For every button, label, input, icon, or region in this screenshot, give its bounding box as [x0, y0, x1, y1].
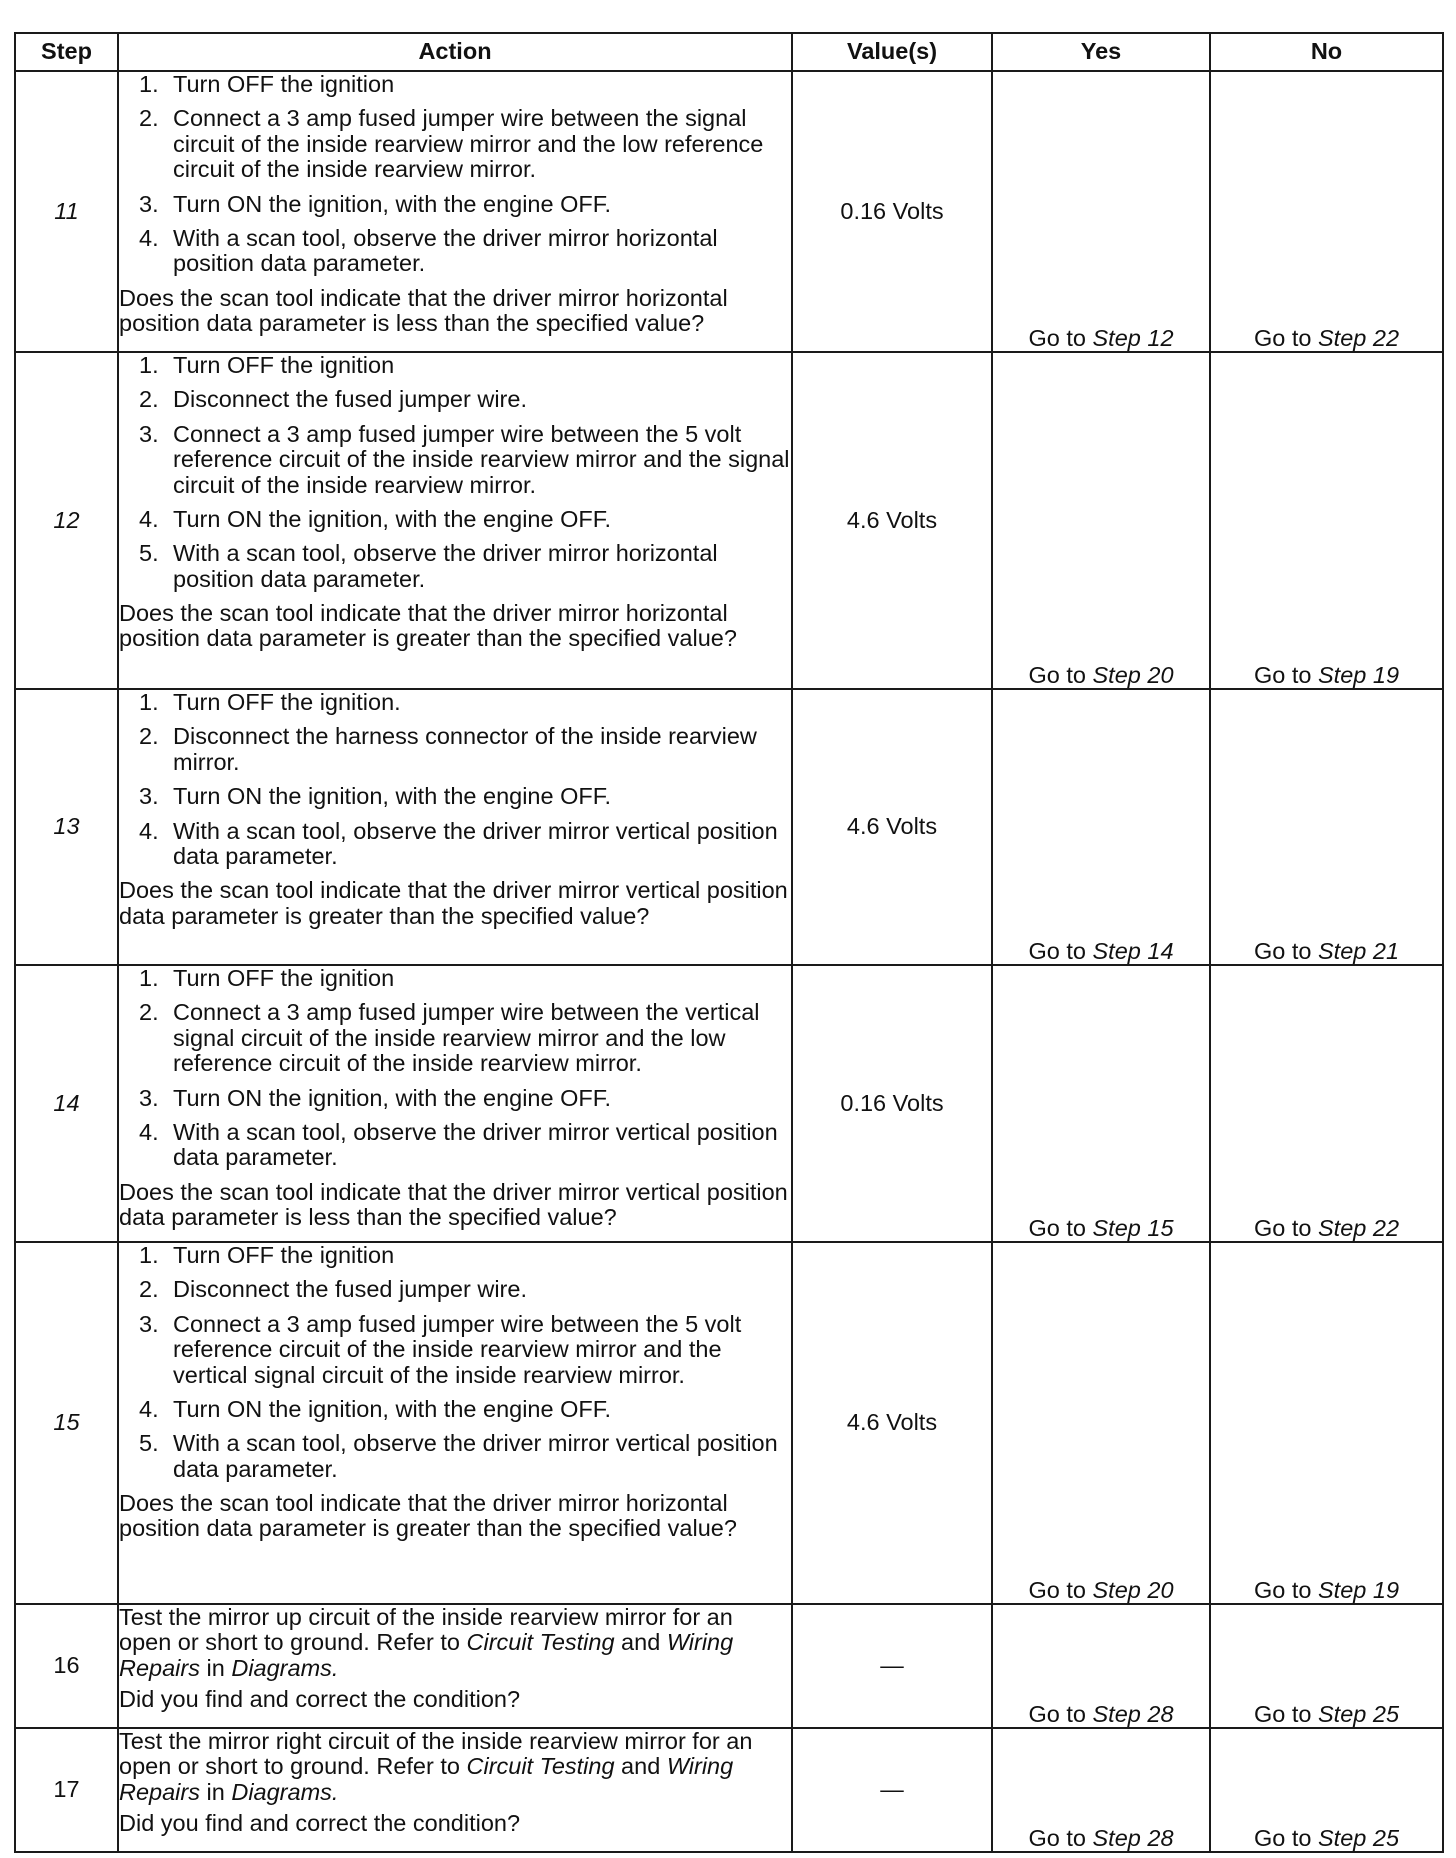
ref-wiring-repairs: Wiring Repairs	[119, 1629, 734, 1681]
step-number: 15	[15, 1242, 118, 1604]
no-step-link: Step 21	[1318, 937, 1400, 964]
value-cell: 0.16 Volts	[792, 71, 992, 352]
table-row	[15, 1242, 1443, 1604]
step-number: 11	[15, 71, 118, 352]
yes-step-link: Step 12	[1092, 324, 1174, 351]
question-text: Does the scan tool indicate that the driver mirror horizontal position data parameter is less than the specified value?	[119, 284, 728, 336]
question-text: Does the scan tool indicate that the driver mirror vertical position data parameter is less than the specified value?	[119, 1178, 788, 1230]
action-text: Test the mirror right circuit of the inside rearview mirror for an open or short to ground. Refer to Circuit Testing and Wiring Repairs in Diagrams.	[119, 1728, 753, 1805]
value-cell: —	[792, 1728, 992, 1852]
yes-step-link: Step 14	[1092, 937, 1174, 964]
no-cell: Go to Step 25	[1210, 1728, 1443, 1852]
list-item: 1. Turn OFF the ignition.	[139, 689, 401, 715]
list-item: 4. With a scan tool, observe the driver mirror vertical position data parameter.	[139, 1118, 778, 1171]
no-step-link: Step 19	[1318, 661, 1400, 688]
yes-cell: Go to Step 14	[992, 689, 1210, 965]
ref-diagrams: Diagrams.	[231, 1654, 339, 1681]
list-item: 4. With a scan tool, observe the driver mirror horizontal position data parameter.	[139, 224, 718, 277]
table-row	[15, 965, 1443, 1242]
yes-cell: Go to Step 28	[992, 1604, 1210, 1728]
table-row	[15, 71, 1443, 352]
list-item: 2. Disconnect the fused jumper wire.	[139, 386, 527, 413]
no-step-link: Step 25	[1318, 1824, 1400, 1851]
yes-step-link: Step 15	[1092, 1214, 1174, 1241]
action-cell	[118, 1604, 792, 1728]
yes-cell: Go to Step 20	[992, 352, 1210, 689]
no-cell: Go to Step 19	[1210, 1242, 1443, 1604]
no-step-link: Step 22	[1318, 324, 1400, 351]
list-item: 3. Connect a 3 amp fused jumper wire between the 5 volt reference circuit of the inside rearview mirror and the signal circuit of the inside rearview mirror.	[139, 420, 790, 498]
no-step-link: Step 19	[1318, 1576, 1400, 1603]
action-steps	[119, 72, 791, 277]
action-cell	[118, 965, 792, 1242]
yes-step-link: Step 28	[1092, 1824, 1174, 1851]
table-row	[15, 689, 1443, 965]
step-number: 12	[15, 352, 118, 689]
diagnostic-table-container	[14, 32, 1442, 1853]
list-item: 2. Connect a 3 amp fused jumper wire between the vertical signal circuit of the inside rearview mirror and the low reference circuit of the inside rearview mirror.	[139, 999, 760, 1077]
action-steps	[119, 690, 791, 869]
action-cell	[118, 689, 792, 965]
question-text: Did you find and correct the condition?	[119, 1686, 521, 1713]
header-values: Value(s)	[792, 33, 992, 71]
question-text: Does the scan tool indicate that the driver mirror horizontal position data parameter is greater than the specified value?	[119, 1490, 737, 1542]
ref-circuit-testing: Circuit Testing	[466, 1753, 615, 1780]
no-step-link: Step 22	[1318, 1214, 1400, 1241]
yes-step-link: Step 20	[1092, 1576, 1174, 1603]
yes-cell: Go to Step 28	[992, 1728, 1210, 1852]
value-cell: 0.16 Volts	[792, 965, 992, 1242]
list-item: 1. Turn OFF the ignition	[139, 352, 395, 378]
question-text: Did you find and correct the condition?	[119, 1810, 521, 1837]
action-steps	[119, 966, 791, 1171]
value-cell: —	[792, 1604, 992, 1728]
question-text: Does the scan tool indicate that the driver mirror vertical position data parameter is greater than the specified value?	[119, 877, 788, 929]
step-number: 14	[15, 965, 118, 1242]
action-cell	[118, 1728, 792, 1852]
no-cell: Go to Step 19	[1210, 352, 1443, 689]
no-cell: Go to Step 22	[1210, 965, 1443, 1242]
header-no: No	[1210, 33, 1443, 71]
action-cell	[118, 1242, 792, 1604]
action-cell	[118, 71, 792, 352]
value-cell: 4.6 Volts	[792, 689, 992, 965]
header-step: Step	[15, 33, 118, 71]
step-number: 16	[15, 1604, 118, 1728]
list-item: 1. Turn OFF the ignition	[139, 71, 395, 97]
ref-circuit-testing: Circuit Testing	[466, 1629, 615, 1656]
action-steps	[119, 353, 791, 592]
no-cell: Go to Step 21	[1210, 689, 1443, 965]
value-cell: 4.6 Volts	[792, 1242, 992, 1604]
question-text: Does the scan tool indicate that the driver mirror horizontal position data parameter is greater than the specified value?	[119, 600, 737, 652]
list-item: 5. With a scan tool, observe the driver mirror vertical position data parameter.	[139, 1430, 778, 1482]
list-item: 3. Turn ON the ignition, with the engine OFF.	[139, 190, 612, 217]
header-row	[15, 33, 1443, 71]
ref-diagrams: Diagrams.	[231, 1778, 339, 1805]
action-text: Test the mirror up circuit of the inside rearview mirror for an open or short to ground. Refer to Circuit Testing and Wiring Repairs in Diagrams.	[119, 1604, 734, 1681]
yes-cell: Go to Step 20	[992, 1242, 1210, 1604]
list-item: 4. Turn ON the ignition, with the engine OFF.	[139, 1395, 612, 1422]
list-item: 1. Turn OFF the ignition	[139, 965, 395, 991]
list-item: 3. Turn ON the ignition, with the engine OFF.	[139, 1084, 612, 1111]
list-item: 5. With a scan tool, observe the driver mirror horizontal position data parameter.	[139, 540, 718, 592]
yes-cell: Go to Step 15	[992, 965, 1210, 1242]
yes-step-link: Step 28	[1092, 1700, 1174, 1727]
table-row	[15, 1604, 1443, 1728]
value-cell: 4.6 Volts	[792, 352, 992, 689]
no-cell: Go to Step 25	[1210, 1604, 1443, 1728]
list-item: 1. Turn OFF the ignition	[139, 1242, 395, 1268]
ref-wiring-repairs: Wiring Repairs	[119, 1753, 734, 1805]
list-item: 3. Turn ON the ignition, with the engine OFF.	[139, 783, 612, 810]
list-item: 4. With a scan tool, observe the driver mirror vertical position data parameter.	[139, 817, 778, 869]
table-row	[15, 1728, 1443, 1852]
list-item: 2. Disconnect the fused jumper wire.	[139, 1276, 527, 1303]
table-row	[15, 352, 1443, 689]
step-number: 17	[15, 1728, 118, 1852]
no-step-link: Step 25	[1318, 1700, 1400, 1727]
list-item: 4. Turn ON the ignition, with the engine OFF.	[139, 505, 612, 532]
list-item: 2. Connect a 3 amp fused jumper wire between the signal circuit of the inside rearview mirror and the low reference circuit of the inside rearview mirror.	[139, 105, 764, 183]
action-steps	[119, 1243, 791, 1482]
action-cell	[118, 352, 792, 689]
list-item: 2. Disconnect the harness connector of the inside rearview mirror.	[139, 723, 757, 775]
diagnostic-table	[14, 32, 1444, 1853]
header-yes: Yes	[992, 33, 1210, 71]
list-item: 3. Connect a 3 amp fused jumper wire between the 5 volt reference circuit of the inside rearview mirror and the vertical signal circuit of the inside rearview mirror.	[139, 1310, 742, 1388]
step-number: 13	[15, 689, 118, 965]
header-action: Action	[118, 33, 792, 71]
no-cell: Go to Step 22	[1210, 71, 1443, 352]
yes-step-link: Step 20	[1092, 661, 1174, 688]
yes-cell: Go to Step 12	[992, 71, 1210, 352]
